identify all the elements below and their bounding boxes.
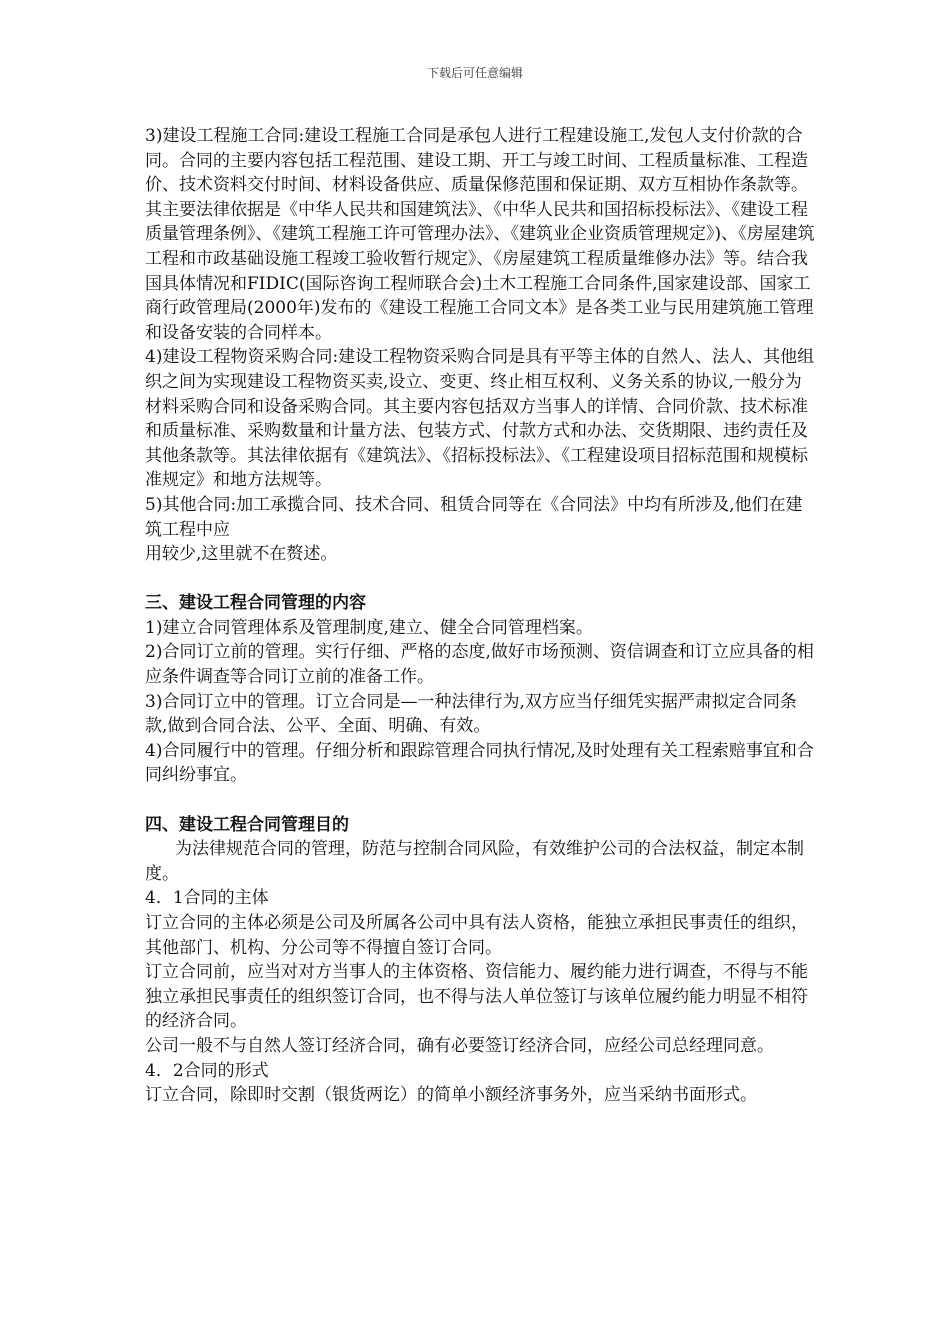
section-heading-management-content: 三、建设工程合同管理的内容 — [145, 593, 366, 614]
section-heading-management-purpose: 四、建设工程合同管理目的 — [145, 814, 349, 835]
paragraph: 订立合同前，应当对对方当事人的主体资格、资信能力、履约能力进行调查，不得与不能独立承担民事责任的组织签订合同，也不得与法人单位签订与该单位履约能力明显不相符的经济合同。 — [145, 962, 808, 1032]
paragraph-contract-construction: 3)建设工程施工合同:建设工程施工合同是承包人进行工程建设施工,发包人支付价款的合同。合同的主要内容包括工程范围、建设工期、开工与竣工时间、工程质量标准、工程造价、技术资料交付时间、材料设备供应、质量保修范围和保证期、双方互相协作条款等。其主要法律依据是《中华人民共和国建筑法》、《中华人民共和国招标投标法》、《建设工程质量管理条例》、《建筑工程施工许可管理办法》、《建筑业企业资质管理规定》)、《房屋建筑工程和市政基础设施工程竣工验收暂行规定》、《房屋建筑工程质量维修办法》等。结合我国具体情况和FIDIC(国际咨询工程师联合会)土木工程施工合同条件,国家建设部、国家工商行政管理局(2000年)发布的《建设工程施工合同文本》是各类工业与民用建筑施工管理和设备安装的合同样本。 — [145, 126, 815, 343]
list-item: 1)建立合同管理体系及管理制度,建立、健全合同管理档案。 — [145, 617, 593, 638]
paragraph-other-contracts-line1: 5)其他合同:加工承揽合同、技术合同、租赁合同等在《合同法》中均有所涉及,他们在建筑工程中应 — [145, 494, 803, 540]
subsection-title-contract-form: 4．2合同的形式 — [145, 1060, 269, 1081]
list-item: 3)合同订立中的管理。订立合同是—一种法律行为,双方应当仔细凭实据严肃拟定合同条款,做到合同合法、公平、全面、明确、有效。 — [145, 691, 797, 737]
header-note: 下载后可任意编辑 — [426, 66, 523, 80]
paragraph: 订立合同，除即时交割（银货两讫）的简单小额经济事务外，应当采纳书面形式。 — [145, 1085, 757, 1106]
document-body — [145, 124, 815, 1108]
spacer — [145, 788, 815, 813]
paragraph-other-contracts-line2: 用较少,这里就不在赘述。 — [145, 544, 338, 565]
paragraph: 订立合同的主体必须是公司及所属各公司中具有法人资格，能独立承担民事责任的组织，其他部门、机构、分公司等不得擅自签订合同。 — [145, 913, 808, 958]
subsection-title-contract-subject: 4．1合同的主体 — [145, 888, 269, 909]
paragraph-purpose-intro: 为法律规范合同的管理，防范与控制合同风险，有效维护公司的合法权益，制定本制度。 — [145, 839, 804, 884]
spacer — [145, 567, 815, 592]
paragraph-contract-procurement: 4)建设工程物资采购合同:建设工程物资采购合同是具有平等主体的自然人、法人、其他组织之间为实现建设工程物资买卖,设立、变更、终止相互权利、义务关系的协议,一般分为材料采购合同和设备采购合同。其主要内容包括双方当事人的详情、合同价款、技术标准和质量标准、采购数量和计量方法、包装方式、付款方式和办法、交货期限、违约责任及其他条款等。其法律依据有《建筑法》、《招标投标法》、《工程建设项目招标范围和规模标准规定》和地方法规等。 — [145, 347, 815, 491]
paragraph: 公司一般不与自然人签订经济合同，确有必要签订经济合同，应经公司总经理同意。 — [145, 1035, 774, 1056]
list-item: 4)合同履行中的管理。仔细分析和跟踪管理合同执行情况,及时处理有关工程索赔事宜和合同纠纷事宜。 — [145, 740, 814, 786]
list-item: 2)合同订立前的管理。实行仔细、严格的态度,做好市场预测、资信调查和订立应具备的相应条件调查等合同订立前的准备工作。 — [145, 642, 814, 688]
